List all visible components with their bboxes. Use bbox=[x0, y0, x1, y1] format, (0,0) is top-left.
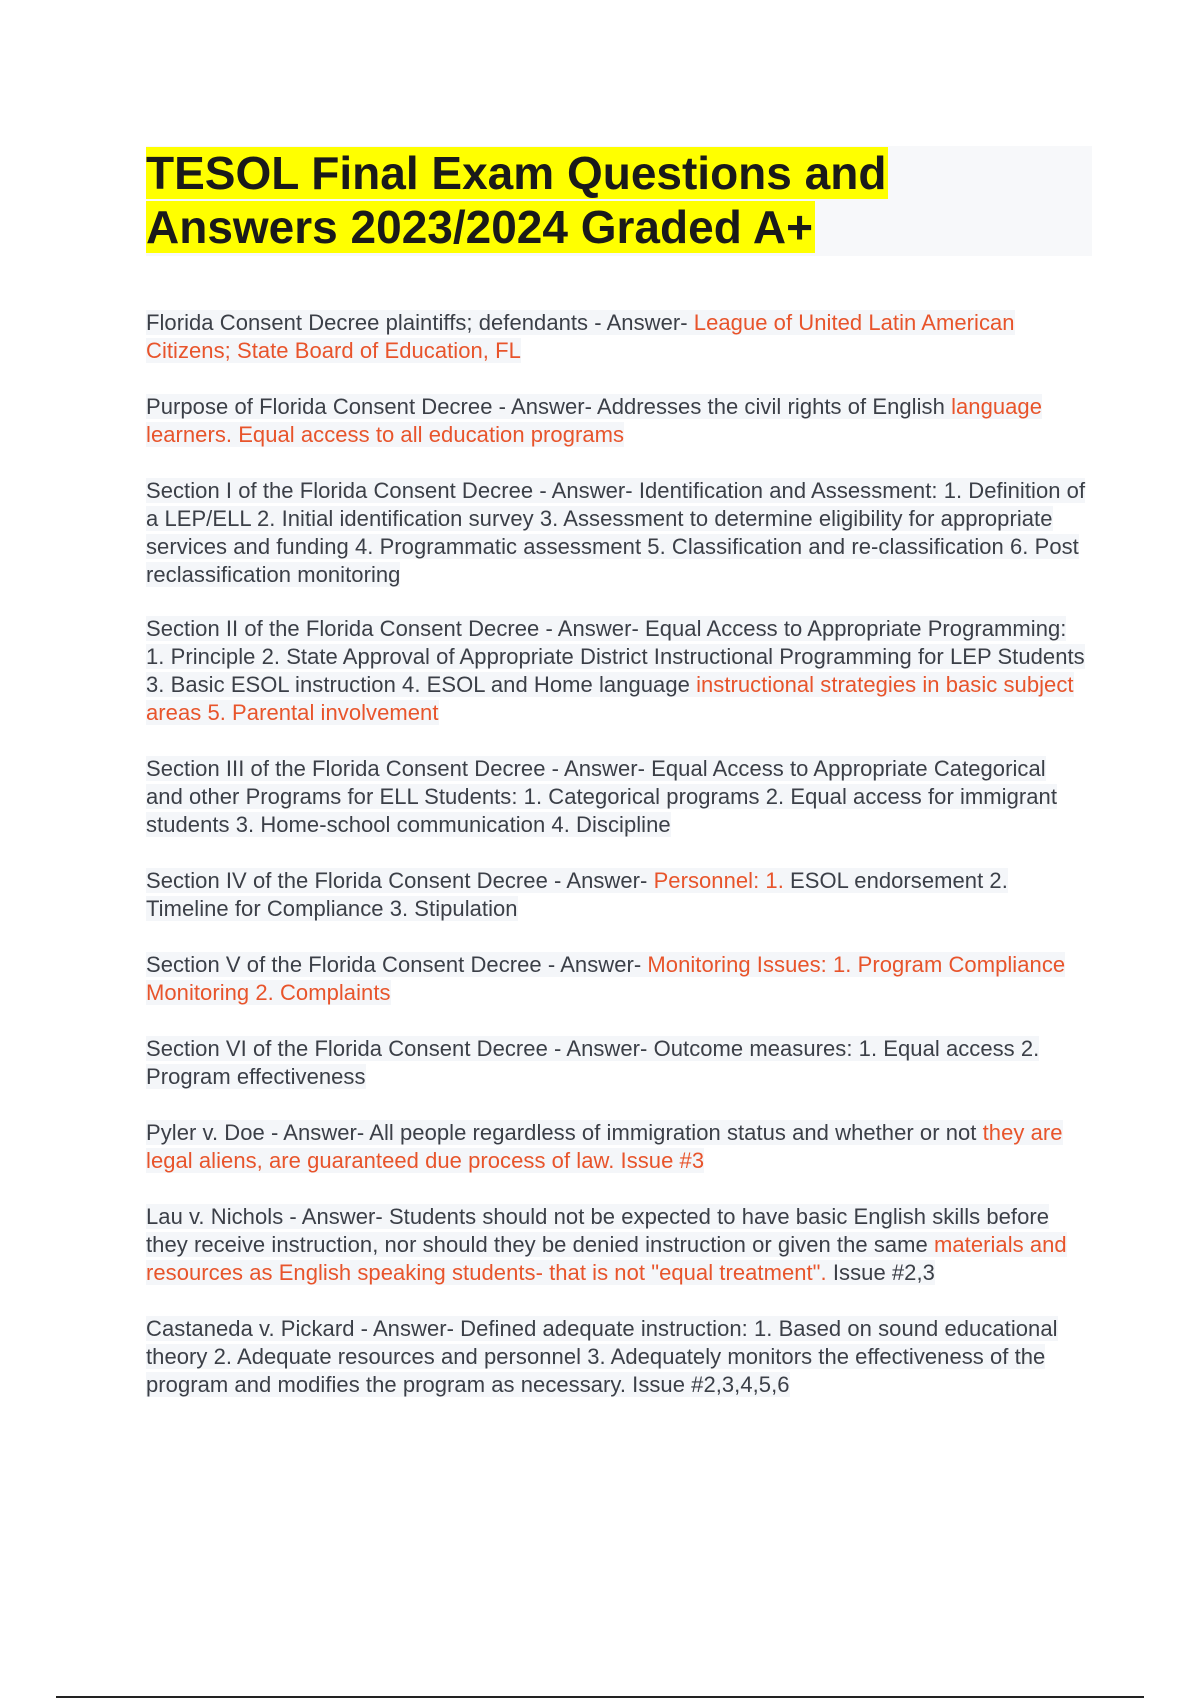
qa-item bbox=[146, 1035, 1086, 1091]
qa-item bbox=[146, 477, 1086, 589]
footer-rule bbox=[56, 1696, 1144, 1698]
question-text: Section I of the Florida Consent Decree - Answer- bbox=[146, 478, 633, 503]
answer-highlight: Monitoring Issues: 1. Program Compliance Monitoring 2. Complaints bbox=[146, 952, 1066, 1005]
question-text: Section IV of the Florida Consent Decree - Answer- bbox=[146, 868, 648, 893]
answer-text: Equal Access to Appropriate Categorical and other Programs for ELL Students: 1. Categorical programs 2. Equal access for immigrant students 3. Home-school communication 4. Discipline bbox=[146, 756, 1057, 837]
answer-text: Equal Access to Appropriate Programming: 1. Principle 2. State Approval of Appropriate District Instructional Programming for LEP Students 3. Basic ESOL instruction 4. ESOL and Home language bbox=[146, 616, 1085, 697]
qa-item bbox=[146, 867, 1086, 923]
qa-list bbox=[146, 309, 1086, 1427]
qa-item bbox=[146, 615, 1086, 727]
title-line-1: TESOL Final Exam Questions and bbox=[146, 147, 887, 199]
answer-highlight: language learners. Equal access to all education programs bbox=[146, 394, 1042, 447]
answer-text: ESOL endorsement 2. Timeline for Compliance 3. Stipulation bbox=[146, 868, 1008, 921]
question-text: Lau v. Nichols - Answer- bbox=[146, 1204, 383, 1229]
answer-highlight: materials and resources as English speaking students- that is not "equal treatment". bbox=[146, 1232, 1067, 1285]
answer-text: Issue #2,3 bbox=[832, 1260, 935, 1285]
question-text: Pyler v. Doe - Answer- bbox=[146, 1120, 365, 1145]
question-text: Purpose of Florida Consent Decree - Answer- bbox=[146, 394, 593, 419]
qa-item bbox=[146, 309, 1086, 365]
qa-item bbox=[146, 1203, 1086, 1287]
qa-item bbox=[146, 755, 1086, 839]
answer-text: All people regardless of immigration status and whether or not bbox=[369, 1120, 977, 1145]
answer-highlight: Personnel: 1. bbox=[653, 868, 784, 893]
answer-text: Students should not be expected to have basic English skills before they receive instruction, nor should they be denied instruction or given the same bbox=[146, 1204, 1050, 1257]
title-block bbox=[146, 146, 1092, 256]
question-text: Section V of the Florida Consent Decree - Answer- bbox=[146, 952, 642, 977]
question-text: Section VI of the Florida Consent Decree - Answer- bbox=[146, 1036, 648, 1061]
question-text: Castaneda v. Pickard - Answer- bbox=[146, 1316, 454, 1341]
question-text: Florida Consent Decree plaintiffs; defendants - Answer- bbox=[146, 310, 688, 335]
answer-highlight: League of United Latin American Citizens; State Board of Education, FL bbox=[146, 310, 1015, 363]
answer-text: Addresses the civil rights of English bbox=[596, 394, 945, 419]
title-line-2: Answers 2023/2024 Graded A+ bbox=[146, 201, 813, 253]
answer-highlight: they are legal aliens, are guaranteed due process of law. Issue #3 bbox=[146, 1120, 1063, 1173]
question-text: Section II of the Florida Consent Decree - Answer- bbox=[146, 616, 639, 641]
qa-item bbox=[146, 1315, 1086, 1399]
qa-item bbox=[146, 951, 1086, 1007]
question-text: Section III of the Florida Consent Decree - Answer- bbox=[146, 756, 645, 781]
answer-text: Identification and Assessment: 1. Definition of a LEP/ELL 2. Initial identification survey 3. Assessment to determine eligibility for appropriate services and funding 4. Programmatic assessment 5. Classification and re-classification 6. Post reclassification monitoring bbox=[146, 478, 1086, 587]
qa-item bbox=[146, 1119, 1086, 1175]
answer-text: Defined adequate instruction: 1. Based on sound educational theory 2. Adequate resources and personnel 3. Adequately monitors the effectiveness of the program and modifies the program as necessary. Issue #2,3,4,5,6 bbox=[146, 1316, 1058, 1397]
page-title bbox=[146, 146, 1092, 254]
answer-text: Outcome measures: 1. Equal access 2. Program effectiveness bbox=[146, 1036, 1040, 1089]
qa-item bbox=[146, 393, 1086, 449]
answer-highlight: instructional strategies in basic subject areas 5. Parental involvement bbox=[146, 672, 1074, 725]
